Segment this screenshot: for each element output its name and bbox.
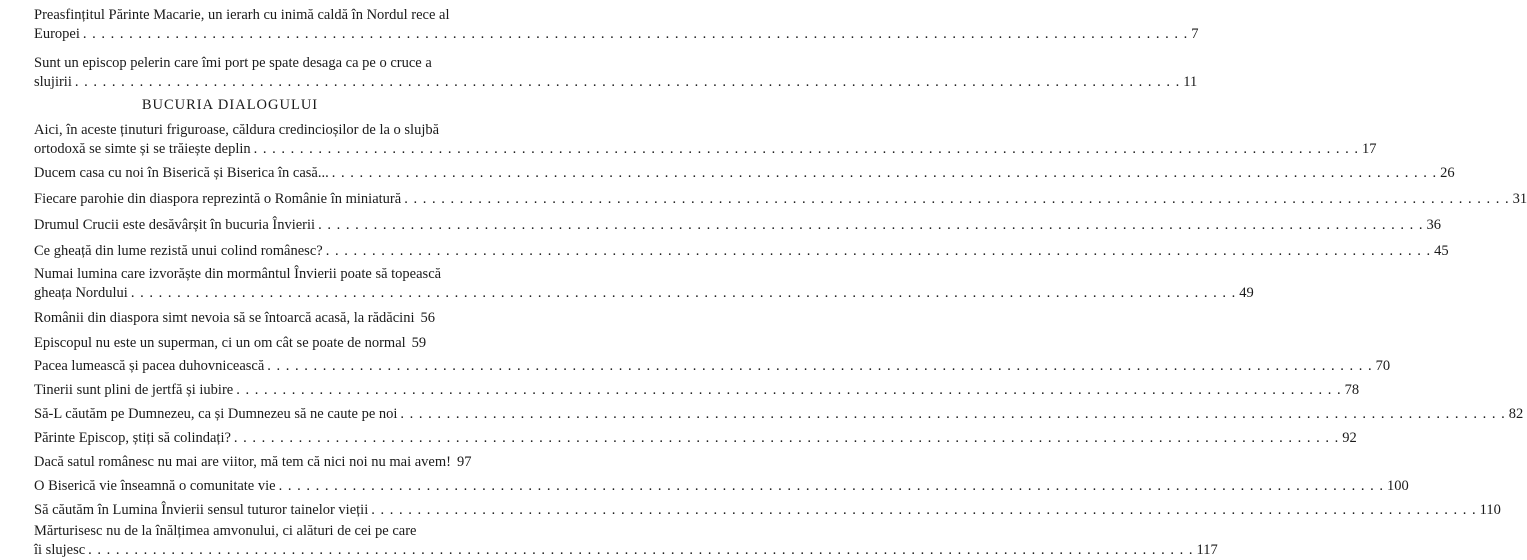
- dot-leader: [326, 242, 1431, 261]
- toc-entry-title: Fiecare parohie din diaspora reprezintă o Românie în miniatură: [34, 191, 402, 207]
- toc-page-number: 26: [1440, 165, 1455, 181]
- toc-entry: [34, 501, 1501, 520]
- toc-entry-title-line1: Numai lumina care izvorăște din mormântul Învierii poate să topească: [34, 266, 442, 282]
- toc-entry-title-line2: Europei: [34, 26, 80, 42]
- toc-page-number: 7: [1191, 26, 1199, 42]
- toc-page-number: 49: [1239, 285, 1254, 301]
- toc-page-number: 45: [1434, 243, 1449, 259]
- section-heading: BUCURIA DIALOGULUI: [141, 97, 319, 113]
- toc-page-number: 110: [1479, 502, 1501, 518]
- toc-page-number: 56: [420, 310, 435, 326]
- toc-entry: [34, 164, 1455, 183]
- toc-entry: [34, 381, 1360, 400]
- toc-entry-title: Să-L căutăm pe Dumnezeu, ca și Dumnezeu să ne caute pe noi: [34, 406, 398, 422]
- toc-entry: [34, 453, 472, 472]
- dot-leader: [75, 73, 1180, 92]
- dot-leader: [254, 140, 1359, 159]
- toc-entry: [34, 477, 1409, 496]
- toc-entry: [34, 522, 1218, 560]
- toc-entry: [34, 121, 1377, 159]
- toc-entry: [34, 357, 1391, 376]
- toc-entry: [34, 242, 1449, 261]
- toc-entry-title-line1: Preasfințitul Părinte Macarie, un ierarh cu inimă caldă în Nordul rece al: [34, 7, 450, 23]
- dot-leader: [88, 541, 1193, 560]
- toc-entry: [34, 309, 435, 328]
- toc-entry-title-line2: gheața Nordului: [34, 285, 128, 301]
- toc-entry-title: Românii din diaspora simt nevoia să se întoarcă acasă, la rădăcini: [34, 310, 415, 326]
- dot-leader: [234, 429, 1339, 448]
- toc-entry-title: Tinerii sunt plini de jertfă și iubire: [34, 382, 234, 398]
- toc-page-number: 17: [1362, 141, 1377, 157]
- toc-entry: [34, 54, 1198, 92]
- toc-entry-title-line2: ortodoxă se simte și se trăiește deplin: [34, 141, 251, 157]
- toc-entry-title: Drumul Crucii este desăvârșit în bucuria Învierii: [34, 217, 316, 233]
- toc-page-number: 117: [1196, 542, 1218, 558]
- dot-leader: [236, 381, 1341, 400]
- toc-entry: [34, 334, 426, 353]
- toc-page-number: 59: [411, 335, 427, 351]
- toc-entry: [34, 405, 1524, 424]
- dot-leader: [267, 357, 1372, 376]
- toc-entry-title: Să căutăm în Lumina Învierii sensul tuturor tainelor vieții: [34, 502, 369, 518]
- toc-entry-title: Episcopul nu este un superman, ci un om cât se poate de normal: [34, 335, 406, 351]
- toc-page-number: 97: [456, 454, 472, 470]
- toc-page-number: 31: [1512, 191, 1527, 207]
- dot-leader: [400, 405, 1505, 424]
- toc-page-number: 36: [1426, 217, 1441, 233]
- toc-page-number: 92: [1342, 430, 1357, 446]
- toc-entry-title: O Biserică vie înseamnă o comunitate vie: [34, 478, 276, 494]
- toc-entry-title-line1: Sunt un episcop pelerin care îmi port pe spate desaga ca pe o cruce a: [34, 55, 432, 71]
- dot-leader: [332, 164, 1437, 183]
- toc-entry-title-line1: Mărturisesc nu de la înălțimea amvonului, ci alături de cei pe care: [34, 523, 417, 539]
- toc-entry: [34, 216, 1441, 235]
- toc-entry-title-line2: slujirii: [34, 74, 72, 90]
- toc-page-number: 11: [1183, 74, 1198, 90]
- toc-entry-title: Pacea lumească și pacea duhovnicească: [34, 358, 265, 374]
- toc-page-number: 70: [1375, 358, 1391, 374]
- toc-entry: [34, 6, 1199, 44]
- dot-leader: [371, 501, 1476, 520]
- toc-entry-title: Ce gheață din lume rezistă unui colind românesc?: [34, 243, 323, 259]
- toc-page-number: 100: [1386, 478, 1409, 494]
- toc-page-number: 82: [1508, 406, 1524, 422]
- toc-entry-title: Dacă satul românesc nu mai are viitor, mă tem că nici noi nu mai avem!: [34, 454, 451, 470]
- toc-page-number: 78: [1344, 382, 1360, 398]
- toc-entry-title-line2: îi slujesc: [34, 542, 86, 558]
- dot-leader: [83, 25, 1188, 44]
- toc-entry: [34, 190, 1527, 209]
- dot-leader: [279, 477, 1384, 496]
- toc-entry: [34, 429, 1357, 448]
- toc-entry-title: Părinte Episcop, știți să colindați?: [34, 430, 231, 446]
- dot-leader: [404, 190, 1509, 209]
- dot-leader: [318, 216, 1423, 235]
- toc-entry: [34, 265, 1254, 303]
- toc-entry-title-line1: Aici, în aceste ținuturi friguroase, căldura credincioșilor de la o slujbă: [34, 122, 440, 138]
- toc-entry-title: Ducem casa cu noi în Biserică și Biserica în casă...: [34, 165, 329, 181]
- dot-leader: [131, 284, 1236, 303]
